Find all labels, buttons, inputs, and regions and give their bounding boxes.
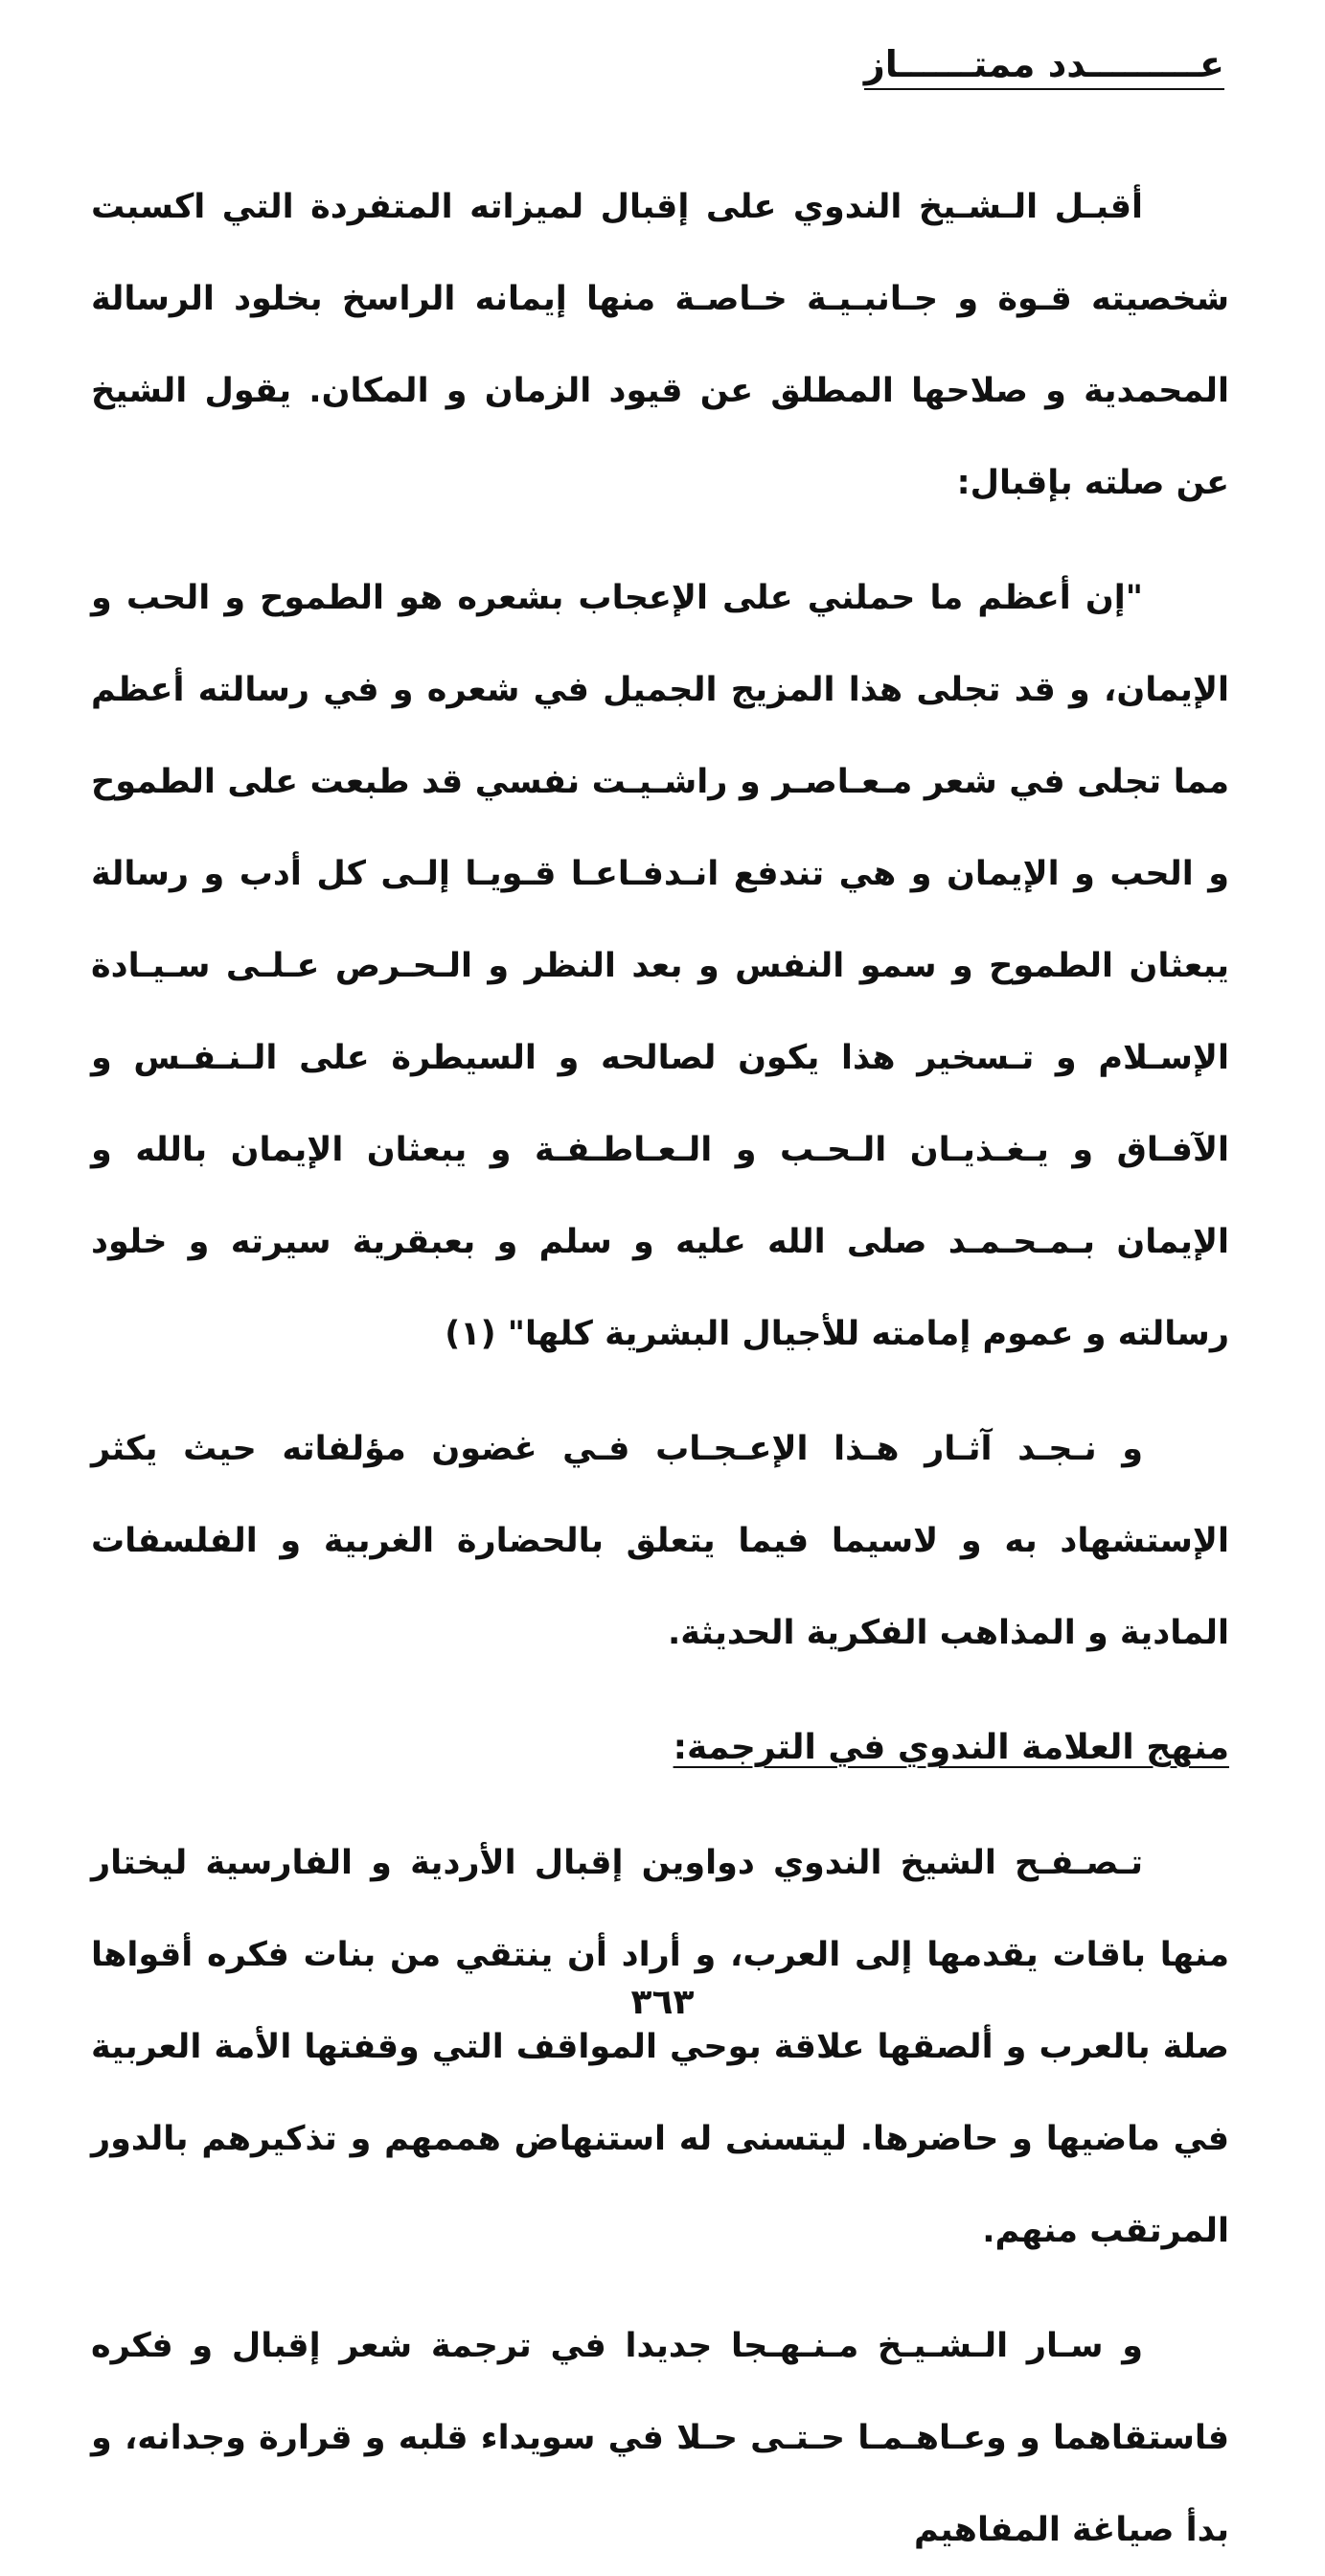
paragraph-influence: و نـجـد آثـار هـذا الإعـجـاب فـي غضون مؤلفاته حيث يكثر الإستشهاد به و لاسيما فيما يتعلق بالحضارة الغربية و الفلسفات المادية و المذاهب الفكرية الحديثة. (91, 1430, 1229, 1652)
running-header-rule (864, 88, 1224, 90)
section-heading (91, 1702, 1229, 1794)
body-text (91, 161, 1229, 2576)
paragraph-quote: "إن أعظم ما حملني على الإعجاب بشعره هو الطموح و الحب و الإيمان، و قد تجلى هذا المزيج الجميل في شعره و في رسالته أعظم مما تجلى في شعر مـعـاصـر و راشـيـت نفسي قد طبعت على الطموح و الحب و الإيمان و هي تندفع انـدفـاعـا قـويـا إلـى كل أدب و رسالة يبعثان الطموح و سمو النفس و بعد النظر و الـحـرص عـلـى سـيـادة الإسـلام و تـسخير هذا يكون لصالحه و السيطرة على الـنـفـس و الآفـاق و يـغـذيـان الـحـب و الـعـاطـفـة و يبعثان الإيمان بالله و الإيمان بـمـحـمـد صلى الله عليه و سلم و بعبقرية سيرته و خلود رسالته و عموم إمامته للأجيال البشرية كلها" (١) (91, 579, 1229, 1353)
running-header-title: عـــــــــدد ممتــــــاز (863, 43, 1224, 85)
paragraph-method-2: و سـار الـشـيـخ مـنـهـجا جديدا في ترجمة شعر إقبال و فكره فاستقاهما و وعـاهـمـا حـتـى حـلا في سويداء قلبه و قرارة وجدانه، و بدأ صياغة المفاهيم (91, 2327, 1229, 2549)
running-header (863, 43, 1224, 90)
paragraph-intro: أقبـل الـشـيخ الندوي على إقبال لميزاته المتفردة التي اكسبت شخصيته قـوة و جـانبـيـة خـاصـة منها إيمانه الراسخ بخلود الرسالة المحمدية و صلاحها المطلق عن قيود الزمان و المكان. يقول الشيخ عن صلته بإقبال: (91, 188, 1229, 502)
page-number: ٣٦٣ (630, 1983, 695, 2022)
paragraph-method-1: تـصـفـح الشيخ الندوي دواوين إقبال الأردية و الفارسية ليختار منها باقات يقدمها إلى العرب، و أراد أن ينتقي من بنات فكره أقواها صلة بالعرب و ألصقها علاقة بوحي المواقف التي وقفتها الأمة العربية في ماضيها و حاضرها. ليتسنى له استنهاض هممهم و تذكيرهم بالدور المرتقب منهم. (91, 1844, 1229, 2250)
section-heading-text: منهج العلامة الندوي في الترجمة: (673, 1728, 1229, 1767)
